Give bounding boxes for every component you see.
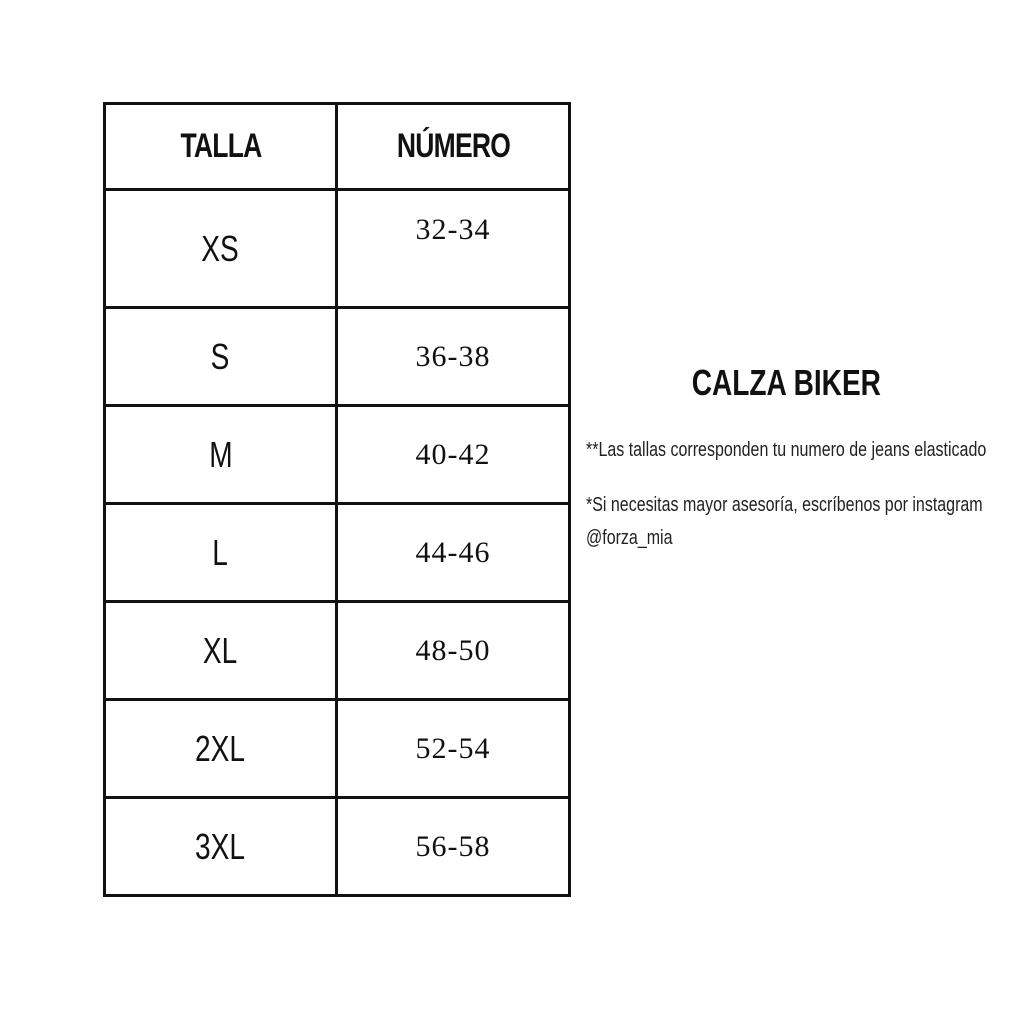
number-cell: 36-38 xyxy=(337,308,570,406)
size-label: M xyxy=(208,433,233,475)
size-label: L xyxy=(212,531,229,573)
number-cell: 40-42 xyxy=(337,406,570,504)
number-cell: 32-34 xyxy=(337,190,570,308)
size-cell xyxy=(105,504,337,602)
table-row xyxy=(105,308,570,406)
advice-note: *Si necesitas mayor asesoría, escríbenos por instagram xyxy=(586,494,983,516)
size-label: S xyxy=(211,335,230,377)
size-label: XS xyxy=(201,227,240,269)
size-cell xyxy=(105,190,337,308)
size-label: 2XL xyxy=(195,727,246,769)
size-chart-table xyxy=(103,102,571,897)
size-cell xyxy=(105,700,337,798)
header-numero: NÚMERO xyxy=(362,104,544,190)
size-cell xyxy=(105,308,337,406)
table-row xyxy=(105,190,570,308)
size-label: 3XL xyxy=(195,825,246,867)
number-cell: 44-46 xyxy=(337,504,570,602)
header-talla: TALLA xyxy=(130,104,311,190)
table-row xyxy=(105,798,570,896)
number-cell: 52-54 xyxy=(337,700,570,798)
size-note: **Las tallas corresponden tu numero de jeans elasticado xyxy=(586,439,987,461)
table-header-row xyxy=(105,104,570,190)
number-cell: 56-58 xyxy=(337,798,570,896)
size-label: XL xyxy=(203,629,238,671)
table-row xyxy=(105,504,570,602)
size-cell xyxy=(105,406,337,504)
product-title xyxy=(586,362,986,404)
size-cell xyxy=(105,602,337,700)
product-title-text: CALZA BIKER xyxy=(691,362,881,403)
size-cell xyxy=(105,798,337,896)
table-row xyxy=(105,602,570,700)
table-row xyxy=(105,406,570,504)
instagram-handle: @forza_mia xyxy=(586,527,673,549)
number-cell: 48-50 xyxy=(337,602,570,700)
table-row xyxy=(105,700,570,798)
